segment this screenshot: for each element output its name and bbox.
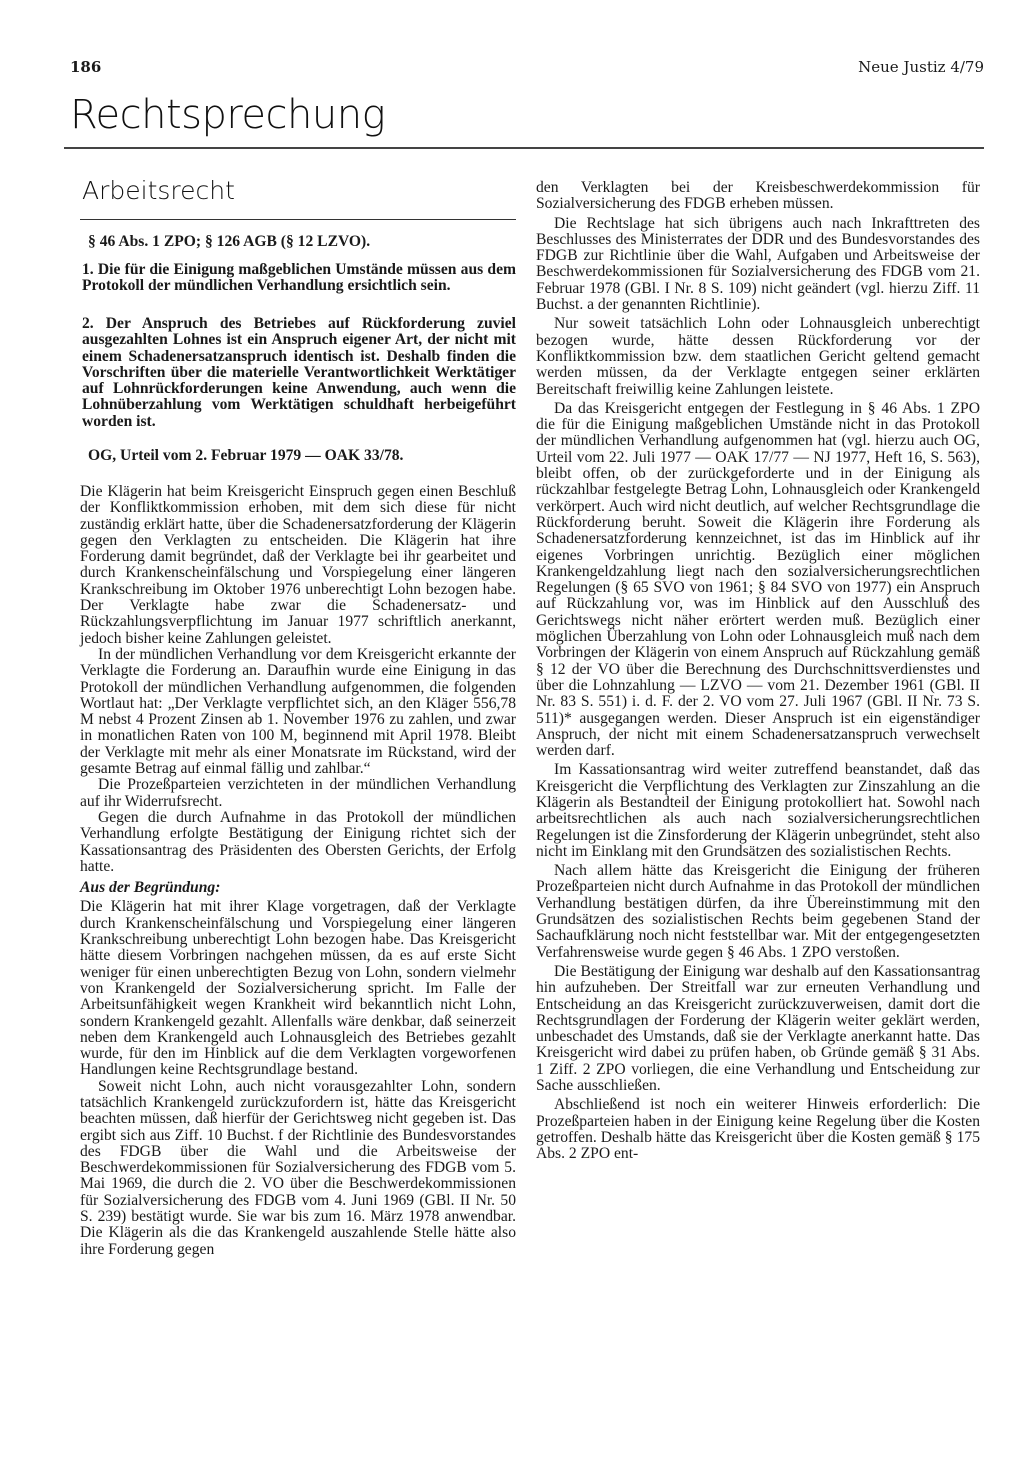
paragraph: Nach allem hätte das Kreisgericht die Einigung der früheren Prozeßparteien nicht durch Aufnahme in das Protokoll der mündlichen Verhandlung bestätigen dürfen, da ihre Übereinstimmung mit den Grundsätzen des sozialistischen Rechts beim gegebenen Stand der Sachaufklärung noch nicht feststellbar war. Mit der entgegengesetzten Verfahrensweise wurde gegen § 46 Abs. 1 ZPO verstoßen. bbox=[536, 862, 980, 961]
paragraph: Abschließend ist noch ein weiterer Hinweis erforderlich: Die Prozeßparteien haben in der Einigung keine Regelung über die Kosten getroffen. Deshalb hätte das Kreisgericht über die Kosten gemäß § 175 Abs. 2 ZPO ent- bbox=[536, 1096, 980, 1163]
subsection-title: Arbeitsrecht bbox=[82, 176, 235, 205]
headnote-2: 2. Der Anspruch des Betriebes auf Rückforderung zuviel ausgezahlten Lohnes ist ein Anspruch eigener Art, der nicht mit einem Schadenersatzanspruch identisch ist. Deshalb finden die Vorschriften über die materielle Verantwortlichkeit Werktätiger auf Lohnrückforderungen keine Anwendung, auch wenn die Lohnüberzahlung vom Werktätigen schuldhaft herbeigeführt worden ist. bbox=[82, 315, 516, 430]
paragraph: Nur soweit tatsächlich Lohn oder Lohnausgleich unberechtigt bezogen wurde, hätte dessen Rückforderung vor der Konfliktkommission bzw. dem staatlichen Gericht geltend gemacht werden müssen, da der Verklagte entgegen seiner erklärten Bereitschaft freiwillig keine Zahlungen leistete. bbox=[536, 315, 980, 398]
section-divider bbox=[64, 147, 984, 149]
left-column-body bbox=[80, 484, 516, 1258]
paragraph: Die Klägerin hat mit ihrer Klage vorgetragen, daß der Verklagte durch Krankenscheinfälschung und Vorspiegelung einer längeren Krankschreibung unberechtigt Lohn bezogen habe. Das Kreisgericht hätte diesem Vorbringen nachgehen müssen, da es auf erste Sicht weniger für einen unberechtigten Bezug von Lohn, sondern vielmehr von Krankengeld der Sozialversicherung spricht. Im Falle der Arbeitsunfähigkeit wegen Krankheit wird bekanntlich nicht Lohn, sondern Krankengeld gezahlt. Allenfalls wäre denkbar, daß seinerzeit neben dem Krankengeld auch Lohnausgleich des Betriebes gezahlt wurde, für den im Hinblick auf die dem Verklagten vorgeworfenen Handlungen keine Rechtsgrundlage bestand. bbox=[80, 898, 516, 1079]
paragraph: Im Kassationsantrag wird weiter zutreffend beanstandet, daß das Kreisgericht die Verpflichtung des Verklagten zur Zinszahlung an die Klägerin als Bestandteil der Einigung protokolliert hat. Sowohl nach arbeitsrechtlichen als auch nach sozialversicherungsrechtlichen Regelungen ist die Zinsforderung der Klägerin unbegründet, steht also nicht im Einklang mit den Grundsätzen des sozialistischen Rechts. bbox=[536, 761, 980, 860]
section-title: Rechtsprechung bbox=[70, 92, 386, 138]
right-column-body bbox=[536, 180, 980, 1163]
paragraph: Da das Kreisgericht entgegen der Festlegung in § 46 Abs. 1 ZPO die für die Einigung maßgeblichen Umstände nicht in das Protokoll der mündlichen Verhandlung aufgenommen hat (vgl. hierzu auch OG, Urteil vom 22. Juli 1977 — OAK 17/77 — NJ 1977, Heft 16, S. 563), bleibt offen, ob der zurückgeforderte und in der Einigung als rückzahlbar festgelegte Betrag Lohn, Lohnausgleich oder Krankengeld verkörpert. Auch wird nicht deutlich, auf welcher Rechtsgrundlage die Rückforderung beruht. Soweit die Klägerin ihre Forderung als Schadenersatzforderung kennzeichnet, ist das im Hinblick auf ihr eigenes Vorbringen unrichtig. Bezüglich einer möglichen Krankengeldzahlung liegt nach den sozialversicherungsrechtlichen Regelungen (§ 65 SVO von 1961; § 84 SVO von 1977) ein Anspruch auf Rückzahlung vor, was im Hinblick auf den Ausschluß des Gerichtswegs nicht näher erörtert werden muß. Bezüglich einer möglichen Überzahlung von Lohn oder Lohnausgleich muß nach dem Vorbringen der Klägerin von einem Anspruch auf Rückzahlung gemäß § 12 der VO über die Berechnung des Durchschnittsverdienstes und über die Lohnzahlung — LZVO — vom 21. Dezember 1961 (GBl. II Nr. 83 S. 551) i. d. F. der 2. VO vom 27. Juli 1967 (GBl. II Nr. 73 S. 511)* ausgegangen werden. Dieser Anspruch ist ein eigenständiger Anspruch, der nicht mit einem Schadenersatzanspruch verwechselt werden darf. bbox=[536, 399, 980, 760]
paragraph: Die Rechtslage hat sich übrigens auch nach Inkrafttreten des Beschlusses des Ministerrates der DDR und des Bundesvorstandes des FDGB zur Richtlinie über die Wahl, Aufgaben und Arbeitsweise der Beschwerdekommissionen für Sozialversicherung des FDGB vom 21. Februar 1978 (GBl. I Nr. 8 S. 109) nicht geändert (vgl. hierzu Ziff. 11 Buchst. a der genannten Richtlinie). bbox=[536, 214, 980, 314]
paragraph: Die Bestätigung der Einigung war deshalb auf den Kassationsantrag hin aufzuheben. Der Streitfall war zur erneuten Verhandlung und Entscheidung an das Kreisgericht zurückzuverweisen, damit dort die Rechtsgrundlagen der Forderung der Klägerin weiter geklärt werden, unbeschadet des Umstands, daß sie der Verklagte anerkannt hatte. Das Kreisgericht wird dabei zu prüfen haben, ob Gründe gemäß § 31 Abs. 1 Ziff. 2 ZPO vorliegen, die eine Verhandlung und Entscheidung zur Sache ausschließen. bbox=[536, 962, 980, 1095]
paragraph: Die Klägerin hat beim Kreisgericht Einspruch gegen einen Beschluß der Konfliktkommission erhoben, mit dem sich diese für nicht zuständig erklärt hatte, über die Schadenersatzforderung der Klägerin gegen den Verklagten zu entscheiden. Die Klägerin hat ihre Forderung damit begründet, daß der Verklagte bei ihr gearbeitet und durch Krankenscheinfälschung und Vorspiegelung einer längeren Krankschreibung im Oktober 1976 unberechtigt Lohn bezogen habe. Der Verklagte habe zwar die Schadenersatz- und Rückzahlungsverpflichtung im Januar 1977 schriftlich anerkannt, jedoch bisher keine Zahlungen geleistet. bbox=[80, 483, 516, 647]
journal-issue: Neue Justiz 4/79 bbox=[858, 58, 984, 76]
paragraph: Gegen die durch Aufnahme in das Protokoll der mündlichen Verhandlung erfolgte Bestätigung der Einigung richtet sich der Kassationsantrag des Präsidenten des Obersten Gerichts, der Erfolg hatte. bbox=[80, 808, 516, 875]
reasoning-subheading: Aus der Begründung: bbox=[80, 879, 221, 897]
paragraph: den Verklagten bei der Kreisbeschwerdekommission für Sozialversicherung des FDGB erheben müssen. bbox=[536, 179, 980, 213]
cited-norms: § 46 Abs. 1 ZPO; § 126 AGB (§ 12 LZVO). bbox=[88, 233, 371, 250]
headnote-1: 1. Die für die Einigung maßgeblichen Umstände müssen aus dem Protokoll der mündlichen Verhandlung ersichtlich sein. bbox=[82, 261, 516, 295]
subsection-divider bbox=[80, 219, 516, 220]
court-decision-line: OG, Urteil vom 2. Februar 1979 — OAK 33/78. bbox=[88, 447, 404, 464]
paragraph: Die Prozeßparteien verzichteten in der mündlichen Verhandlung auf ihr Widerrufsrecht. bbox=[80, 776, 516, 810]
page-number: 186 bbox=[70, 58, 102, 76]
paragraph: In der mündlichen Verhandlung vor dem Kreisgericht erkannte der Verklagte die Forderung an. Daraufhin wurde eine Einigung in das Protokoll der mündlichen Verhandlung aufgenommen, die folgenden Wortlaut hat: „Der Verklagte verpflichtet sich, an den Kläger 556,78 M nebst 4 Prozent Zinsen ab 1. November 1976 zu zahlen, und zwar in monatlichen Raten von 100 M, beginnend mit April 1978. Bleibt der Verklagte mit mehr als einer Monatsrate im Rückstand, wird der gesamte Betrag auf einmal fällig und zahlbar.“ bbox=[80, 645, 516, 778]
running-header bbox=[70, 58, 984, 78]
paragraph: Soweit nicht Lohn, auch nicht vorausgezahlter Lohn, sondern tatsächlich Krankengeld zurückzufordern ist, hätte das Kreisgericht beachten müssen, daß hierfür der Gerichtsweg nicht gegeben ist. Das ergibt sich aus Ziff. 10 Buchst. f der Richtlinie des Bundesvorstandes des FDGB über die Wahl und die Arbeitsweise der Beschwerdekommissionen für Sozialversicherung des FDGB vom 5. Mai 1969, die durch die 2. VO über die Beschwerdekommissionen für Sozialversicherung des FDGB vom 4. Juni 1969 (GBl. II Nr. 50 S. 239) bestätigt wurde. Sie war bis zum 16. März 1978 anwendbar. Die Klägerin als die das Krankengeld auszahlende Stelle hätte also ihre Forderung gegen bbox=[80, 1077, 516, 1258]
